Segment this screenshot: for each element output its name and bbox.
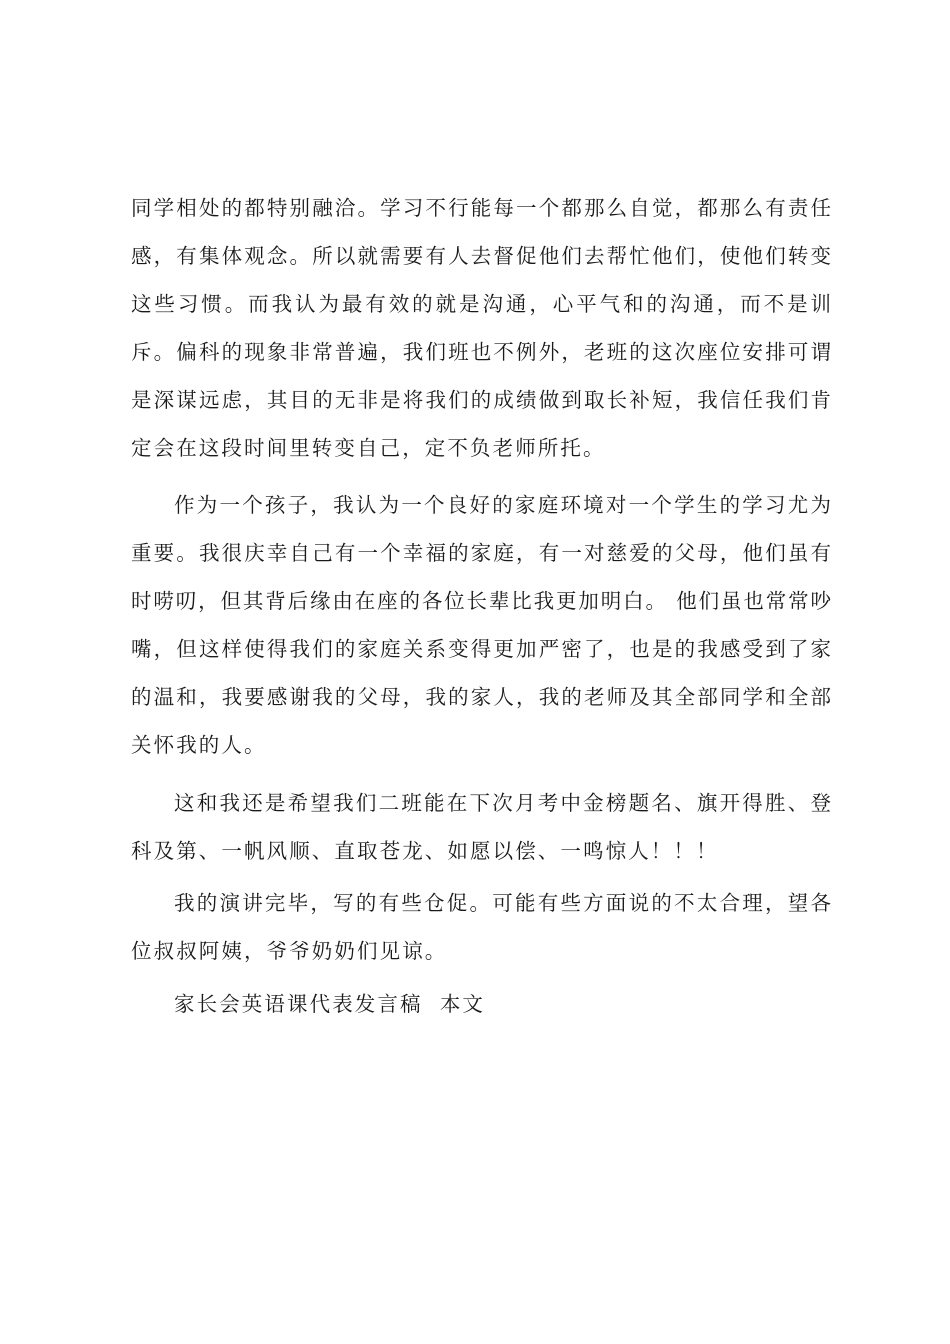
text-line: 关怀我的人。	[131, 733, 267, 757]
text-line: 感，有集体观念。所以就需要有人去督促他们去帮忙他们，使他们转变	[131, 244, 831, 268]
text-line: 我的演讲完毕，写的有些仓促。可能有些方面说的不太合理，望各	[174, 891, 831, 915]
text-line: 位叔叔阿姨，爷爷奶奶们见谅。	[131, 939, 448, 963]
text-line: 作为一个孩子，我认为一个良好的家庭环境对一个学生的学习尤为	[174, 493, 831, 517]
text-line: 重要。我很庆幸自己有一个幸福的家庭，有一对慈爱的父母，他们虽有	[131, 541, 831, 565]
text-line: 时唠叨，但其背后缘由在座的各位长辈比我更加明白。 他们虽也常常吵	[131, 589, 831, 613]
text-line: 这和我还是希望我们二班能在下次月考中金榜题名、旗开得胜、登	[174, 791, 831, 815]
text-line: 是深谋远虑，其目的无非是将我们的成绩做到取长补短，我信任我们肯	[131, 388, 831, 412]
text-line: 的温和，我要感谢我的父母，我的家人，我的老师及其全部同学和全部	[131, 685, 831, 709]
document-footer-line: 家长会英语课代表发言稿 本文	[174, 992, 486, 1016]
text-line: 这些习惯。而我认为最有效的就是沟通，心平气和的沟通，而不是训	[131, 292, 831, 316]
text-line: 定会在这段时间里转变自己，定不负老师所托。	[131, 436, 606, 460]
text-line: 斥。偏科的现象非常普遍，我们班也不例外，老班的这次座位安排可谓	[131, 340, 831, 364]
text-line: 嘴，但这样使得我们的家庭关系变得更加严密了，也是的我感受到了家	[131, 637, 831, 661]
text-line: 同学相处的都特别融洽。学习不行能每一个都那么自觉，都那么有责任	[131, 196, 831, 220]
text-line: 科及第、一帆风顺、直取苍龙、如愿以偿、一鸣惊人！！！	[131, 839, 719, 863]
